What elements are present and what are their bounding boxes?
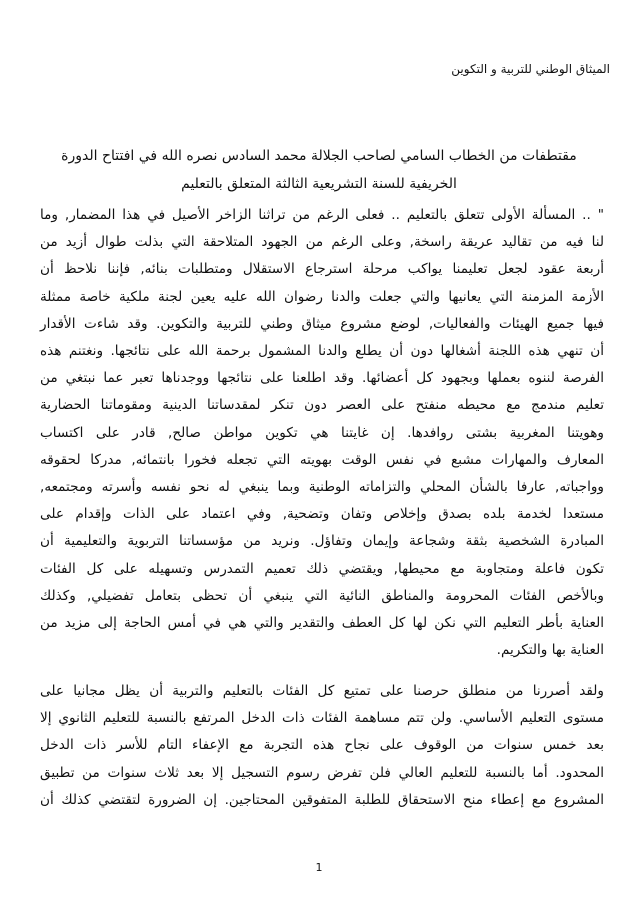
header-title: الميثاق الوطني للتربية و التكوين bbox=[451, 62, 610, 76]
text-line: تعليم مندمج مع محيطه منفتح على العصر دون تنكر لمقدساتنا الدينية ومقوماتنا الحضارية bbox=[40, 397, 604, 414]
page-number: 1 bbox=[315, 861, 323, 874]
text-line: أن تنهي هذه اللجنة أشغالها دون أن يطلع والدنا المشمول برحمة الله على نتائجها. ونغتنم هذه bbox=[40, 343, 604, 360]
text-line: العناية بها والتكريم. bbox=[496, 642, 604, 659]
text-line: العناية بأطر التعليم التي نكن لها كل العطف والتقدير والتي هي في أمس الحاجة إلى مزيد من bbox=[40, 615, 604, 632]
text-line: الأزمة المزمنة التي يعانيها والتي جعلت والدنا رضوان الله عليه يعين لجنة ملكية خاصة ممثلة bbox=[40, 288, 604, 305]
text-line: ولقد أصررنا من منطلق حرصنا على تمتيع كل الفئات بالتعليم والتربية أن يظل مجانيا على bbox=[40, 683, 604, 699]
text-line: فيها جميع الهيئات والفعاليات, لوضع مشروع ميثاق وطني للتربية والتكوين. وقد شاءت الأقدار bbox=[40, 315, 604, 332]
text-line: الفرصة لننوه بعملها وبجهود كل أعضائها. وقد اطلعنا على نتائجها ووجدناها تعبر عما نبتغي من bbox=[40, 370, 604, 387]
text-line: وبالأخص الفئات المحرومة والمناطق النائية التي ينبغي أن تحظى بتعامل تفضيلي, وكذلك bbox=[40, 587, 604, 604]
speech-title-line: مقتطفات من الخطاب السامي لصاحب الجلالة محمد السادس نصره الله في افتتاح الدورة bbox=[61, 148, 577, 164]
text-line: مستوى التعليم الأساسي. ولن تتم مساهمة الفئات ذات الدخل المرتفع بالنسبة للتعليم الثانوي إلا bbox=[40, 710, 604, 727]
text-line: وهويتنا المغربية بشتى روافدها. إن غايتنا هي تكوين مواطن صالح, قادر على اكتساب bbox=[40, 424, 604, 441]
speech-title bbox=[40, 142, 598, 198]
text-line: بعد خمس سنوات من الوقوف على نجاح هذه التجربة مع الإعفاء التام للأسر ذات الدخل bbox=[40, 737, 604, 754]
speech-title-line: الخريفية للسنة التشريعية الثالثة المتعلق بالتعليم bbox=[181, 176, 457, 192]
paragraph-speech-quote bbox=[40, 202, 604, 664]
text-line: تكون فاعلة ومتجاوبة مع محيطها, ويقتضي ذلك تعميم التمدرس وتسهيله على كل الفئات bbox=[40, 560, 604, 577]
text-line: المبادرة الشخصية بثقة وشجاعة وإيمان وتفاؤل. ونريد من مؤسساتنا التربوية والتعليمية أن bbox=[40, 533, 604, 550]
text-line: مستعدا لخدمة بلده بصدق وإخلاص وتفان وتضحية, وفي اعتماد على الذات وإقدام على bbox=[40, 506, 604, 523]
text-line: المشروع مع إعطاء منح الاستحقاق للطلبة المتفوقين المحتاجين. إن الضرورة لتقتضي كذلك أن bbox=[40, 791, 604, 808]
text-line: المحدود. أما بالنسبة للتعليم العالي فلن تفرض رسوم التسجيل إلا بعد ثلاث سنوات من تطبيق bbox=[40, 764, 604, 781]
text-line: أربعة عقود لجعل تعليمنا يواكب مرحلة استرجاع الاستقلال ومتطلبات بنائه, فإننا نلاحظ أن bbox=[40, 261, 604, 278]
text-line: " .. المسألة الأولى تتعلق بالتعليم .. فعلى الرغم من تراثنا الزاخر الأصيل في هذا المضمار, وما bbox=[40, 207, 604, 223]
text-line: وواجباته, عارفا بالشأن المحلي والتزاماته الوطنية وبما ينبغي له نحو نفسه وأسرته ومجتمعه, bbox=[40, 479, 604, 496]
text-line: لنا فيه من تقاليد عريقة راسخة, وعلى الرغم من الجهود المتلاحقة التي بذلت طوال أزيد من bbox=[40, 234, 604, 251]
paragraph-free-education bbox=[40, 678, 604, 814]
text-line: المعارف والمهارات مشبع في نفس الوقت بهويته التي تجعله فخورا بانتمائه, مدركا لحقوقه bbox=[40, 451, 604, 468]
